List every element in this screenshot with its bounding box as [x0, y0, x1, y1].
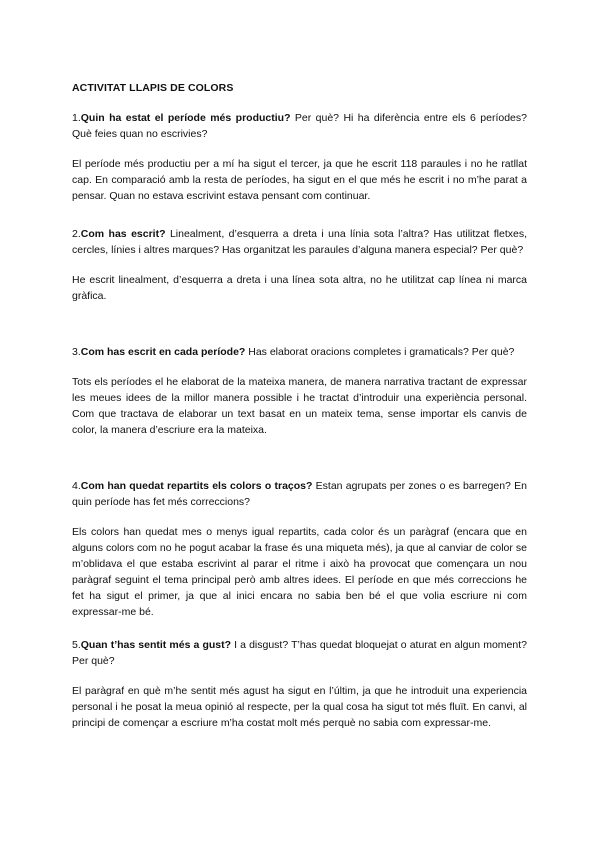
question-rest-text: Per què? Hi ha diferència entre els 6 períodes? Què feies quan no escrivies? [72, 112, 527, 140]
section-2 [72, 226, 527, 304]
question-1 [72, 110, 527, 142]
question-rest-text: I a disgust? T’has quedat bloquejat o aturat en algun moment? Per què? [72, 639, 527, 667]
answer-4: Els colors han quedat mes o menys igual repartits, cada color és un paràgraf (encara que en alguns colors com no he pogut acabar la frase és una miqueta més), ja que al canviar de color se m’oblidava el que estaba escrivint al parar el ritme i això ha provocat que començara un nou paràgraf seguint el tema principal però amb altres idees. El període en que més correccions he fet ha sigut el primer, ja que al inici encara no sabia ben bé el que volia escriure ni com expressar-me bé. [72, 526, 527, 618]
question-bold-text: Com has escrit en cada període? [80, 346, 246, 358]
question-bold-text: Quan t’has sentit més a gust? [80, 639, 232, 651]
section-4 [72, 478, 527, 620]
section-5 [72, 637, 527, 731]
section-1 [72, 110, 527, 204]
question-number: 2. [72, 228, 81, 240]
question-2 [72, 226, 527, 258]
question-rest-text: Has elaborat oracions completes i gramaticals? Per què? [245, 346, 515, 358]
question-bold-text: Com has escrit? [80, 228, 166, 240]
question-number: 4. [72, 480, 81, 492]
question-rest-text: Linealment, d’esquerra a dreta i una línia sota l’altra? Has utilitzat fletxes, cercles, línies i altres marques? Has organitzat les paraules d’alguna manera especial? Per què? [72, 228, 527, 256]
answer-3: Tots els períodes el he elaborat de la mateixa manera, de manera narrativa tractant de expressar les meues idees de la millor manera possible i he tractat d’introduir una experiència personal. Com que tractava de elaborar un text basat en un mateix tema, sense importar els canvis de color, la manera d’escriure era la mateixa. [72, 376, 527, 436]
question-bold-text: Quin ha estat el període més productiu? [80, 112, 291, 124]
question-number: 3. [72, 346, 81, 358]
question-5 [72, 637, 527, 669]
question-rest-text: Estan agrupats per zones o es barregen? En quin període has fet més correccions? [72, 480, 527, 508]
answer-5: El paràgraf en què m’he sentit més agust ha sigut en l’últim, ja que he introduit una experiencia personal i he posat la meua opinió al respecte, per la qual cosa ha sigut tot més fluït. En canvi, al principi de començar a escriure m’ha costat molt més perquè no sabia com expressar-me. [72, 685, 527, 729]
document-title: ACTIVITAT LLAPIS DE COLORS [72, 82, 234, 94]
question-4 [72, 478, 527, 510]
question-number: 5. [72, 639, 81, 651]
section-3 [72, 344, 527, 438]
question-bold-text: Com han quedat repartits els colors o traços? [80, 480, 313, 492]
question-3 [72, 344, 527, 360]
answer-1: El període més productiu per a mí ha sigut el tercer, ja que he escrit 118 paraules i no he ratllat cap. En comparació amb la resta de períodes, ha sigut en el que més he escrit i no m’he parat a pensar. Quan no estava escrivint estava pensant com continuar. [72, 158, 527, 202]
question-number: 1. [72, 112, 81, 124]
answer-2: He escrit linealment, d’esquerra a dreta i una línea sota altra, no he utilitzat cap línea ni marca gràfica. [72, 274, 527, 302]
